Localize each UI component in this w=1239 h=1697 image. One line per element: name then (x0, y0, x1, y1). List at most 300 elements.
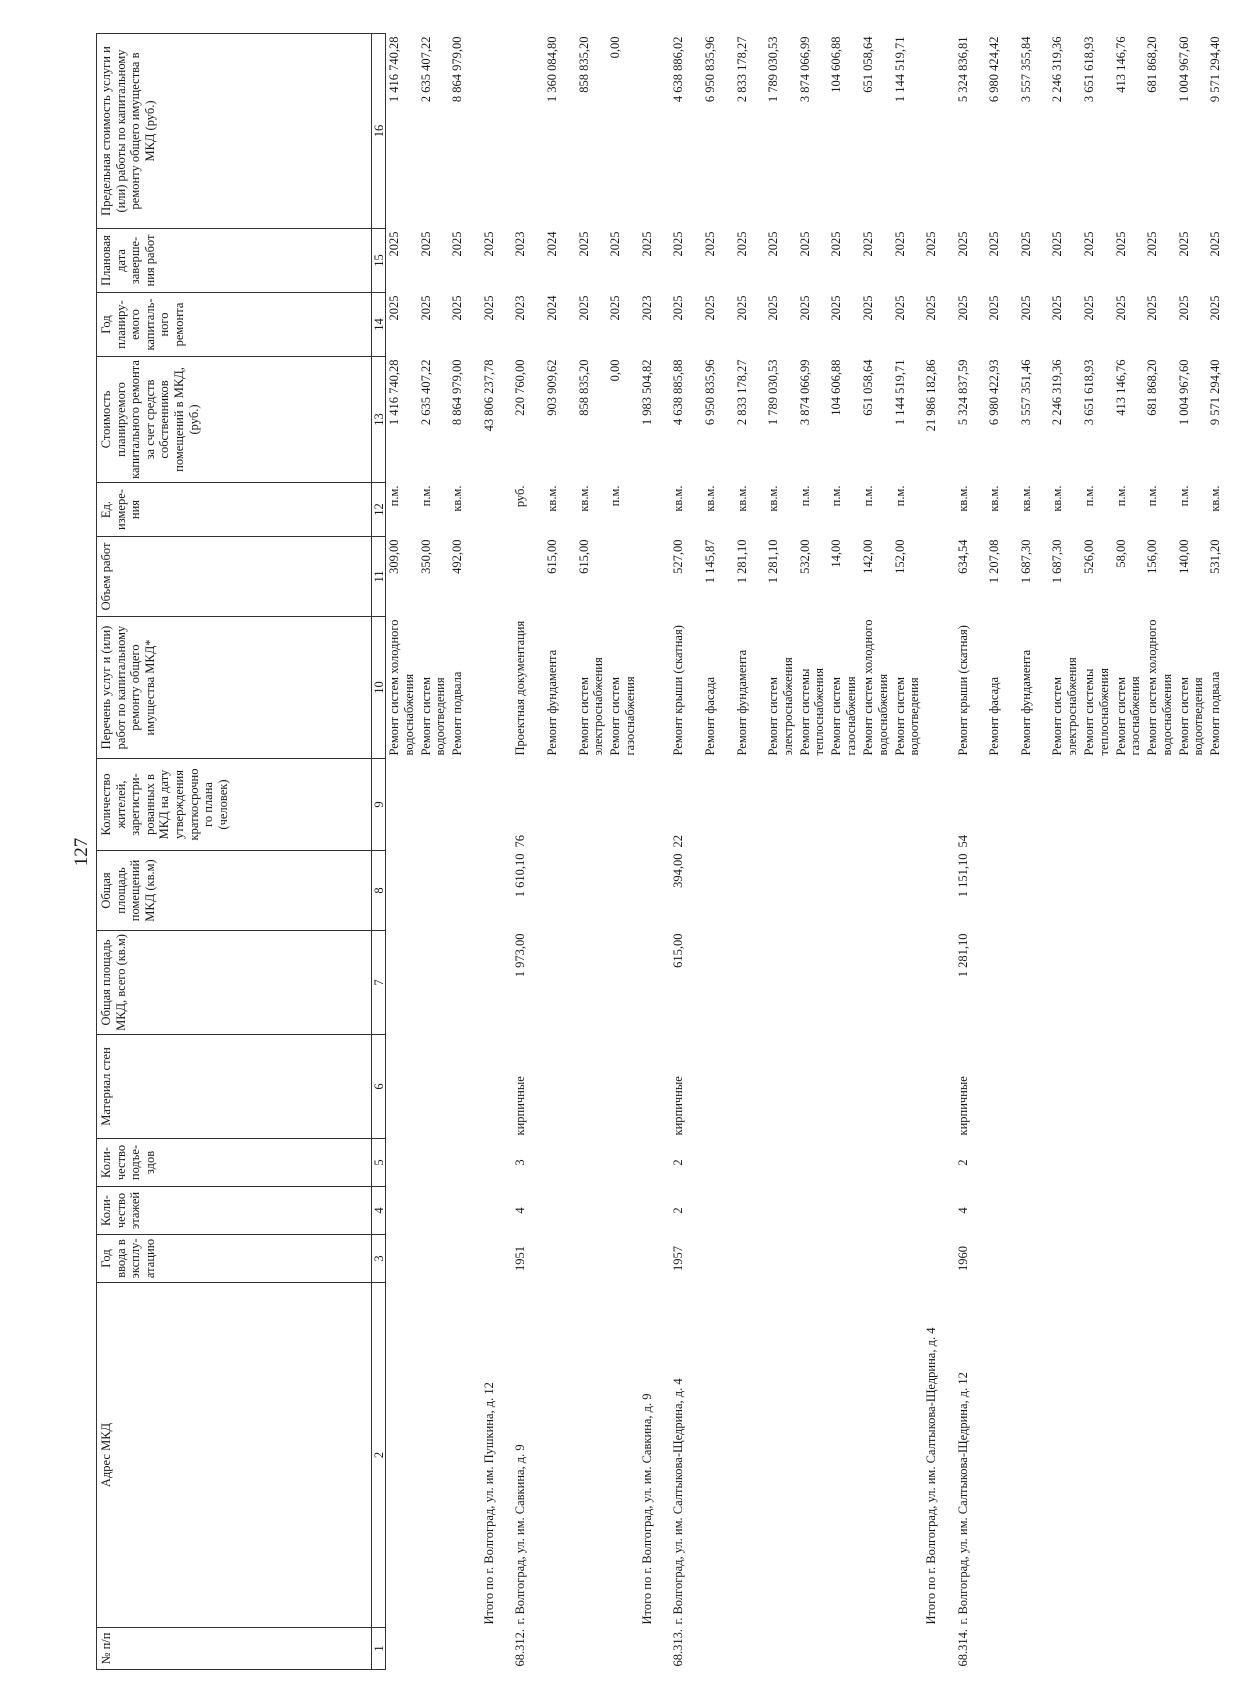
cell-unit: п.м. (608, 485, 623, 507)
cell-total-area (481, 931, 513, 1035)
cell-completion-date: 2025 (639, 231, 654, 257)
cell-total-area (860, 931, 892, 1035)
cell-planned-cost: 2 635 407,22 (418, 359, 433, 426)
column-number-5: 5 (372, 1139, 386, 1187)
cell-planned-year: 2025 (860, 295, 875, 321)
cell-entrances (702, 1139, 734, 1187)
cell-premises-area: 394,00 (671, 853, 686, 888)
table-row (1144, 34, 1176, 1670)
cell-planned-year: 2025 (924, 295, 939, 321)
cell-year-built (1018, 1235, 1050, 1283)
cell-planned-cost: 3 874 066,99 (797, 359, 812, 426)
cell-wall-material (1144, 1035, 1176, 1139)
cell-work-volume: 152,00 (892, 539, 907, 574)
cell-work-volume: 142,00 (860, 539, 875, 574)
column-number-13: 13 (372, 357, 386, 483)
table-row (734, 34, 766, 1670)
cell-unit (639, 483, 671, 537)
cell-address (892, 1283, 924, 1628)
cell-completion-date: 2025 (576, 231, 591, 257)
cell-premises-area: 1 610,10 (513, 853, 528, 898)
cell-wall-material: кирпичные (955, 1076, 970, 1136)
cell-completion-date: 2025 (860, 231, 875, 257)
cell-entrances (1018, 1139, 1050, 1187)
cell-work-volume: 531,20 (1208, 539, 1223, 574)
cell-year-built: 1960 (955, 1246, 970, 1271)
cell-max-cost: 3 557 355,84 (1018, 36, 1033, 103)
cell-premises-area (923, 851, 955, 931)
cell-row-number (986, 1628, 1018, 1670)
cell-residents (1113, 759, 1145, 851)
cell-max-cost: 4 638 886,02 (671, 36, 686, 103)
cell-planned-cost: 858 835,20 (576, 359, 591, 416)
cell-planned-cost: 1 789 030,53 (766, 359, 781, 426)
table-row (1176, 34, 1208, 1670)
cell-address: Итого по г. Волгоград, ул. им. Салтыкова-Щедрина, д. 4 (924, 1327, 939, 1625)
cell-work-type: Ремонт систем холодного водоснабжения (860, 619, 890, 756)
cell-wall-material (576, 1035, 608, 1139)
table-row (512, 34, 544, 1670)
cell-max-cost (923, 34, 955, 229)
cell-premises-area (449, 851, 481, 931)
column-number-row (372, 34, 386, 1670)
cell-unit: кв.м. (576, 485, 591, 512)
table-row (1207, 34, 1239, 1670)
cell-floors (418, 1187, 450, 1235)
cell-work-type (639, 617, 671, 759)
cell-planned-year: 2025 (702, 295, 717, 321)
cell-planned-cost: 6 980 422,93 (987, 359, 1002, 426)
cell-unit: п.м. (860, 485, 875, 507)
cell-year-built (544, 1235, 576, 1283)
cell-max-cost (512, 34, 544, 229)
cell-entrances (449, 1139, 481, 1187)
column-header-1: № п/п (97, 1628, 372, 1670)
cell-work-type: Ремонт подвала (450, 671, 465, 756)
rotated-page (60, 34, 1223, 1670)
cell-year-built (1144, 1235, 1176, 1283)
cell-address (986, 1283, 1018, 1628)
cell-total-area (1018, 931, 1050, 1035)
cell-planned-year: 2024 (544, 295, 559, 321)
cell-total-area (1081, 931, 1113, 1035)
cell-max-cost: 3 651 618,93 (1082, 36, 1097, 103)
cell-work-type: Ремонт фасада (987, 676, 1002, 756)
cell-planned-year: 2025 (892, 295, 907, 321)
column-number-10: 10 (372, 617, 386, 759)
cell-work-type: Ремонт систем газоснабжения (608, 676, 637, 756)
cell-year-built (481, 1235, 513, 1283)
cell-residents (828, 759, 860, 851)
cell-entrances (607, 1139, 639, 1187)
cell-work-volume: 1 145,87 (702, 539, 717, 584)
cell-unit: п.м. (387, 485, 401, 507)
cell-completion-date: 2025 (1050, 231, 1065, 257)
cell-entrances (765, 1139, 797, 1187)
cell-residents (576, 759, 608, 851)
cell-planned-year: 2025 (576, 295, 591, 321)
cell-year-built (639, 1235, 671, 1283)
cell-max-cost: 5 324 836,81 (955, 36, 970, 103)
cell-completion-date: 2025 (481, 231, 496, 257)
column-header-5: Коли-чество подъе-здов (97, 1139, 372, 1187)
cell-unit: п.м. (892, 485, 907, 507)
cell-address (828, 1283, 860, 1628)
cell-address: Итого по г. Волгоград, ул. им. Савкина, д. 9 (639, 1393, 654, 1625)
cell-address: г. Волгоград, ул. им. Салтыкова-Щедрина, д. 4 (671, 1378, 686, 1625)
cell-premises-area (1144, 851, 1176, 931)
cell-planned-cost: 1 144 519,71 (892, 359, 907, 426)
cell-planned-year: 2025 (481, 295, 496, 321)
cell-planned-cost: 3 651 618,93 (1082, 359, 1097, 426)
cell-address (1176, 1283, 1208, 1628)
cell-year-built: 1951 (513, 1246, 528, 1271)
cell-total-area (828, 931, 860, 1035)
cell-planned-cost: 651 058,64 (860, 359, 875, 416)
cell-year-built (892, 1235, 924, 1283)
cell-planned-year: 2023 (513, 295, 528, 321)
table-row (765, 34, 797, 1670)
cell-floors: 4 (513, 1207, 528, 1214)
cell-row-number (1207, 1628, 1239, 1670)
cell-address (734, 1283, 766, 1628)
cell-max-cost: 1 416 740,28 (387, 36, 401, 103)
cell-address (386, 1283, 418, 1628)
cell-work-type: Ремонт систем электроснабжения (1050, 657, 1080, 756)
cell-entrances (1207, 1139, 1239, 1187)
cell-floors (734, 1187, 766, 1235)
cell-entrances (1176, 1139, 1208, 1187)
cell-residents (1049, 759, 1081, 851)
cell-premises-area (1207, 851, 1239, 931)
cell-premises-area (765, 851, 797, 931)
cell-work-volume: 1 281,10 (734, 539, 749, 584)
cell-entrances (860, 1139, 892, 1187)
cell-entrances (892, 1139, 924, 1187)
cell-work-type: Ремонт крыши (скатная) (955, 625, 970, 756)
table-row (670, 34, 702, 1670)
cell-premises-area (607, 851, 639, 931)
cell-planned-cost: 1 004 967,60 (1176, 359, 1191, 426)
page-number: 127 (71, 837, 92, 867)
cell-work-type: Ремонт системы теплоснабжения (1082, 668, 1111, 756)
cell-entrances (639, 1139, 671, 1187)
repair-plan-table (96, 33, 1239, 1670)
cell-floors (449, 1187, 481, 1235)
cell-planned-cost: 9 571 294,40 (1208, 359, 1223, 426)
cell-total-area (386, 931, 418, 1035)
cell-unit (481, 483, 513, 537)
cell-entrances (1081, 1139, 1113, 1187)
cell-floors (544, 1187, 576, 1235)
cell-premises-area (828, 851, 860, 931)
cell-residents (1081, 759, 1113, 851)
column-header-16: Предельная стоимость услуги и (или) работы по капитальному ремонту общего имущества в МКД (руб.) (97, 34, 372, 229)
cell-total-area (892, 931, 924, 1035)
cell-max-cost: 6 950 835,96 (702, 36, 717, 103)
cell-row-number (386, 1628, 418, 1670)
cell-work-type: Ремонт систем газоснабжения (1113, 676, 1143, 756)
cell-row-number (702, 1628, 734, 1670)
column-number-16: 16 (372, 34, 386, 229)
cell-residents (892, 759, 924, 851)
cell-max-cost: 6 980 424,42 (987, 36, 1002, 103)
cell-total-area (1207, 931, 1239, 1035)
cell-row-number (765, 1628, 797, 1670)
cell-row-number (576, 1628, 608, 1670)
cell-row-number (860, 1628, 892, 1670)
cell-work-type: Ремонт систем водоотведения (1176, 677, 1206, 756)
cell-wall-material: кирпичные (671, 1076, 686, 1136)
cell-address (1081, 1283, 1113, 1628)
cell-address (860, 1283, 892, 1628)
cell-work-type: Проектная документация (513, 620, 528, 756)
cell-planned-cost: 21 986 182,86 (924, 359, 939, 432)
column-number-4: 4 (372, 1187, 386, 1235)
cell-total-area (797, 931, 829, 1035)
cell-premises-area (892, 851, 924, 931)
cell-unit: кв.м. (1018, 485, 1033, 512)
cell-planned-year: 2025 (1018, 295, 1033, 321)
cell-residents (986, 759, 1018, 851)
cell-address (1018, 1283, 1050, 1628)
cell-entrances (576, 1139, 608, 1187)
cell-completion-date: 2025 (734, 231, 749, 257)
cell-planned-year: 2025 (766, 295, 781, 321)
cell-premises-area (986, 851, 1018, 931)
column-header-9: Количество жителей, зарегистри-рованных в МКД на дату утверждения краткосрочно го плана (человек) (97, 759, 372, 851)
cell-completion-date: 2023 (513, 231, 528, 257)
cell-work-volume: 634,54 (955, 539, 970, 574)
cell-row-number: 68.313. (671, 1629, 686, 1667)
cell-premises-area (418, 851, 450, 931)
cell-row-number (828, 1628, 860, 1670)
cell-wall-material (797, 1035, 829, 1139)
cell-row-number: 68.314. (955, 1629, 970, 1667)
cell-completion-date: 2025 (1176, 231, 1191, 257)
cell-entrances (1113, 1139, 1145, 1187)
cell-residents (607, 759, 639, 851)
table-row (986, 34, 1018, 1670)
cell-floors: 2 (671, 1207, 686, 1214)
cell-planned-year: 2025 (829, 295, 844, 321)
cell-address: г. Волгоград, ул. им. Салтыкова-Щедрина, д. 12 (955, 1372, 970, 1625)
cell-entrances (923, 1139, 955, 1187)
cell-floors (386, 1187, 418, 1235)
cell-work-type: Ремонт систем холодного водоснабжения (1145, 619, 1174, 756)
cell-work-type: Ремонт подвала (1208, 671, 1223, 756)
table-row (892, 34, 924, 1670)
cell-floors (1018, 1187, 1050, 1235)
cell-wall-material (1018, 1035, 1050, 1139)
cell-row-number (544, 1628, 576, 1670)
cell-floors (607, 1187, 639, 1235)
column-header-2: Адрес МКД (97, 1283, 372, 1628)
table-row (639, 34, 671, 1670)
cell-floors (1207, 1187, 1239, 1235)
cell-row-number (1113, 1628, 1145, 1670)
cell-floors (481, 1187, 513, 1235)
cell-floors (1081, 1187, 1113, 1235)
column-header-7: Общая площадь МКД, всего (кв.м) (97, 931, 372, 1035)
cell-address (765, 1283, 797, 1628)
cell-year-built (734, 1235, 766, 1283)
cell-wall-material (639, 1035, 671, 1139)
cell-planned-year: 2025 (734, 295, 749, 321)
cell-address (797, 1283, 829, 1628)
cell-completion-date: 2025 (1082, 231, 1097, 257)
cell-row-number (449, 1628, 481, 1670)
cell-address (544, 1283, 576, 1628)
header-row (97, 34, 372, 1670)
cell-planned-cost: 104 606,88 (829, 359, 844, 416)
cell-unit: кв.м. (544, 485, 559, 512)
cell-residents (702, 759, 734, 851)
cell-residents: 76 (513, 835, 528, 848)
cell-max-cost: 858 835,20 (576, 36, 591, 93)
cell-premises-area (639, 851, 671, 931)
column-number-15: 15 (372, 229, 386, 293)
cell-planned-year: 2025 (1050, 295, 1065, 321)
cell-unit: кв.м. (766, 485, 781, 512)
cell-total-area (923, 931, 955, 1035)
cell-total-area (639, 931, 671, 1035)
cell-planned-cost: 5 324 837,59 (955, 359, 970, 426)
cell-residents (418, 759, 450, 851)
table-row (386, 34, 418, 1670)
cell-work-volume: 14,00 (829, 539, 844, 568)
cell-wall-material (386, 1035, 418, 1139)
cell-planned-cost: 2 246 319,36 (1050, 359, 1065, 426)
cell-total-area (544, 931, 576, 1035)
cell-max-cost: 104 606,88 (829, 36, 844, 93)
cell-unit: кв.м. (955, 485, 970, 512)
cell-residents (860, 759, 892, 851)
cell-address (1144, 1283, 1176, 1628)
cell-unit: руб. (513, 485, 528, 508)
cell-work-volume: 309,00 (387, 539, 401, 574)
table-row (1018, 34, 1050, 1670)
cell-row-number (797, 1628, 829, 1670)
cell-entrances (481, 1139, 513, 1187)
cell-work-volume (512, 537, 544, 617)
cell-floors (576, 1187, 608, 1235)
cell-total-area (1049, 931, 1081, 1035)
cell-total-area: 1 281,10 (955, 933, 970, 978)
cell-max-cost: 681 868,20 (1145, 36, 1160, 93)
cell-row-number (734, 1628, 766, 1670)
cell-unit (923, 483, 955, 537)
cell-wall-material (860, 1035, 892, 1139)
cell-completion-date: 2025 (1113, 231, 1128, 257)
cell-wall-material (892, 1035, 924, 1139)
column-header-11: Объем работ (97, 537, 372, 617)
cell-year-built (860, 1235, 892, 1283)
cell-planned-year: 2025 (797, 295, 812, 321)
cell-row-number (1081, 1628, 1113, 1670)
cell-work-type: Ремонт фундамента (734, 649, 749, 756)
cell-floors (923, 1187, 955, 1235)
cell-planned-cost: 8 864 979,00 (450, 359, 465, 426)
cell-planned-year: 2025 (1176, 295, 1191, 321)
cell-address (576, 1283, 608, 1628)
table-row (481, 34, 513, 1670)
cell-max-cost: 9 571 294,40 (1208, 36, 1223, 103)
cell-wall-material (1081, 1035, 1113, 1139)
cell-wall-material (923, 1035, 955, 1139)
cell-total-area (1113, 931, 1145, 1035)
cell-entrances (1049, 1139, 1081, 1187)
cell-work-volume: 1 687,30 (1018, 539, 1033, 584)
cell-premises-area (1113, 851, 1145, 931)
cell-floors (639, 1187, 671, 1235)
cell-address (1049, 1283, 1081, 1628)
cell-residents (923, 759, 955, 851)
cell-unit: п.м. (797, 485, 812, 507)
cell-year-built (418, 1235, 450, 1283)
cell-premises-area (860, 851, 892, 931)
cell-unit: кв.м. (1050, 485, 1065, 512)
cell-address (702, 1283, 734, 1628)
cell-total-area (418, 931, 450, 1035)
cell-completion-date: 2025 (892, 231, 907, 257)
cell-row-number (892, 1628, 924, 1670)
cell-wall-material (1049, 1035, 1081, 1139)
cell-entrances (544, 1139, 576, 1187)
cell-year-built (797, 1235, 829, 1283)
cell-max-cost: 8 864 979,00 (450, 36, 465, 103)
cell-residents (544, 759, 576, 851)
cell-residents (386, 759, 418, 851)
cell-address: г. Волгоград, ул. им. Савкина, д. 9 (513, 1444, 528, 1625)
cell-work-type: Ремонт систем водоотведения (892, 677, 922, 756)
cell-work-volume: 1 687,30 (1050, 539, 1065, 584)
cell-planned-cost: 1 983 504,82 (639, 359, 654, 426)
table-row (1113, 34, 1145, 1670)
table-row (955, 34, 987, 1670)
cell-unit: п.м. (418, 485, 433, 507)
cell-planned-cost: 903 909,62 (544, 359, 559, 416)
cell-work-type: Ремонт крыши (скатная) (671, 625, 686, 756)
cell-max-cost: 2 246 319,36 (1050, 36, 1065, 103)
cell-work-volume: 615,00 (576, 539, 591, 574)
cell-floors (1113, 1187, 1145, 1235)
column-number-7: 7 (372, 931, 386, 1035)
cell-planned-cost: 413 146,76 (1113, 359, 1128, 416)
cell-address: Итого по г. Волгоград, ул. им. Пушкина, д. 12 (481, 1382, 496, 1625)
cell-planned-year: 2025 (671, 295, 686, 321)
cell-premises-area: 1 151,10 (955, 853, 970, 898)
cell-residents (1018, 759, 1050, 851)
cell-work-volume (923, 537, 955, 617)
cell-floors (702, 1187, 734, 1235)
cell-planned-year: 2025 (955, 295, 970, 321)
cell-max-cost: 3 874 066,99 (797, 36, 812, 103)
cell-completion-date: 2025 (829, 231, 844, 257)
cell-work-volume (481, 537, 513, 617)
cell-address (449, 1283, 481, 1628)
cell-floors (986, 1187, 1018, 1235)
cell-floors (765, 1187, 797, 1235)
cell-wall-material (765, 1035, 797, 1139)
column-number-9: 9 (372, 759, 386, 851)
cell-entrances: 2 (671, 1159, 686, 1166)
cell-premises-area (797, 851, 829, 931)
cell-planned-year: 2025 (1113, 295, 1128, 321)
cell-row-number (639, 1628, 671, 1670)
cell-planned-year: 2025 (1082, 295, 1097, 321)
cell-completion-date: 2025 (418, 231, 433, 257)
